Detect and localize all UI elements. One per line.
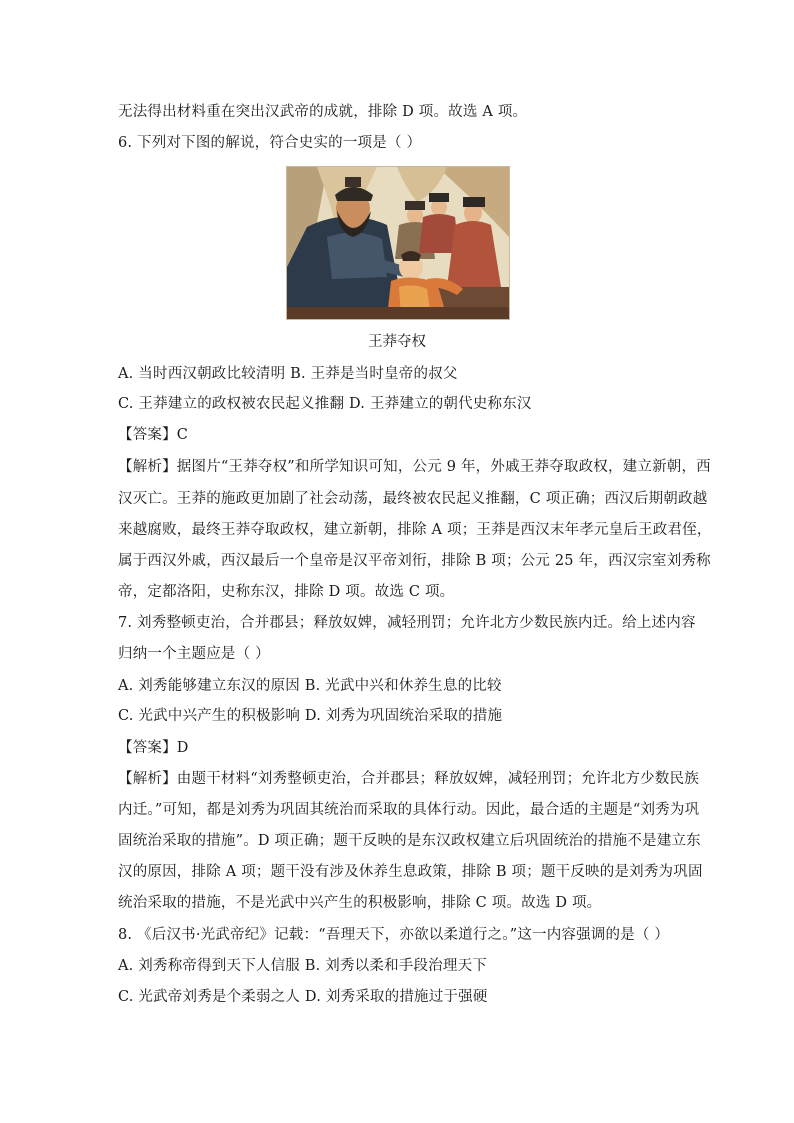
wang-mang-illustration: [286, 166, 510, 320]
analysis-line: 汉灭亡。王莽的施政更加剧了社会动荡，最终被农民起义推翻，C 项正确；西汉后期朝政越: [118, 491, 708, 507]
answer-label: 【答案】C: [118, 427, 189, 443]
option-line: A. 当时西汉朝政比较清明 B. 王莽是当时皇帝的叔父: [118, 366, 458, 382]
analysis-line: 来越腐败，最终王莽夺取政权，建立新朝，排除 A 项；王莽是西汉末年孝元皇后王政君侄，: [118, 522, 712, 538]
question-8-stem: 8. 《后汉书·光武帝纪》记载：“吾理天下，亦欲以柔道行之。”这一内容强调的是（ ）: [118, 927, 670, 943]
analysis-line: 固统治采取的措施”。D 项正确；题干反映的是东汉政权建立后巩固统治的措施不是建立东: [118, 833, 701, 849]
answer-label: 【答案】D: [118, 740, 189, 756]
question-6-stem: 6. 下列对下图的解说，符合史实的一项是（ ）: [118, 135, 422, 151]
analysis-line: 【解析】据图片“王莽夺权”和所学知识可知，公元 9 年，外戚王莽夺取政权，建立新朝，西: [118, 459, 711, 475]
option-line: C. 光武帝刘秀是个柔弱之人 D. 刘秀采取的措施过于强硬: [118, 989, 488, 1005]
analysis-line: 属于西汉外戚，西汉最后一个皇帝是汉平帝刘衎，排除 B 项；公元 25 年，西汉宗室刘秀称: [118, 553, 711, 569]
analysis-line: 汉的原因，排除 A 项；题干没有涉及休养生息政策，排除 B 项；题干反映的是刘秀为巩固: [118, 864, 703, 880]
analysis-line: 内迁。”可知，都是刘秀为巩固其统治而采取的具体行动。因此，最合适的主题是“刘秀为巩: [118, 802, 700, 818]
analysis-line: 【解析】由题干材料“刘秀整顿吏治，合并郡县；释放奴婢，减轻刑罚；允许北方少数民族: [118, 771, 699, 787]
option-line: A. 刘秀称帝得到天下人信服 B. 刘秀以柔和手段治理天下: [118, 958, 487, 974]
analysis-line: 统治采取的措施，不是光武中兴产生的积极影响，排除 C 项。故选 D 项。: [118, 895, 602, 911]
option-line: C. 光武中兴产生的积极影响 D. 刘秀为巩固统治采取的措施: [118, 708, 503, 724]
option-line: C. 王莽建立的政权被农民起义推翻 D. 王莽建立的朝代史称东汉: [118, 396, 532, 412]
option-line: A. 刘秀能够建立东汉的原因 B. 光武中兴和休养生息的比较: [118, 678, 502, 694]
question-7-stem: 7. 刘秀整顿吏治，合并郡县；释放奴婢，减轻刑罚；允许北方少数民族内迁。给上述内容: [118, 615, 696, 631]
text-line: 无法得出材料重在突出汉武帝的成就，排除 D 项。故选 A 项。: [118, 104, 528, 120]
analysis-line: 帝，定都洛阳，史称东汉，排除 D 项。故选 C 项。: [118, 584, 455, 600]
figure-caption: 王莽夺权: [368, 334, 426, 350]
question-7-stem: 归纳一个主题应是（ ）: [118, 646, 270, 662]
